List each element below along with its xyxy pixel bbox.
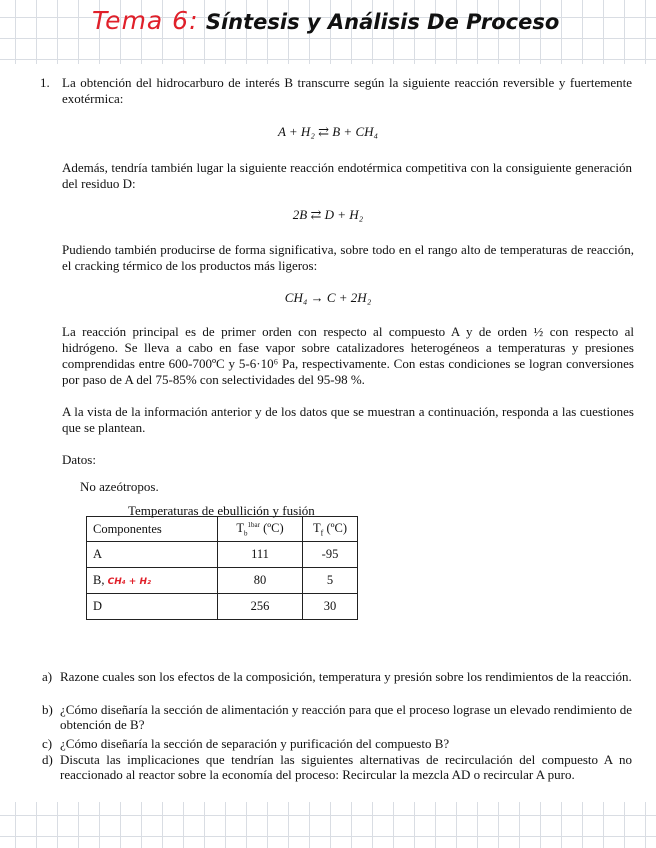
question-text: ¿Cómo diseñaría la sección de alimentación y reacción para que el proceso lograse un elevado rendimiento de obtención de B? — [60, 702, 632, 732]
cell-comp — [87, 568, 218, 594]
cell-comp: D — [87, 594, 218, 620]
cell-comp-text: B, — [93, 573, 105, 587]
cracking-paragraph: Pudiendo también producirse de forma significativa, sobre todo en el rango alto de temperaturas de reacción, el cracking térmico de los productos más ligeros: — [62, 242, 634, 273]
handwritten-title — [92, 6, 559, 46]
cell-tf: 30 — [303, 594, 358, 620]
col-tb: $T_b^{1bar}$ (ºC) — [218, 517, 303, 542]
azeotrope-note: No azeótropos. — [80, 479, 159, 494]
datos-label: Datos: — [62, 452, 96, 467]
table-row — [87, 594, 358, 620]
question-text: ¿Cómo diseñaría la sección de separación y purificación del compuesto B? — [60, 736, 450, 751]
question-c — [42, 736, 632, 751]
table-caption: Temperaturas de ebullición y fusión — [128, 503, 315, 518]
equation-side: 2B ⇄ D + H₂ — [292, 207, 364, 222]
equation-cracking: CH₄ → C + 2H₂ — [284, 290, 372, 305]
kinetics-paragraph: La reacción principal es de primer orden con respecto al compuesto A y de orden ½ con respecto al hidrógeno. Se lleva a cabo en fase vapor sobre catalizadores heterogéneos a temperaturas y presiones comprendidas entre 600-700ºC y 5-6·10⁶ Pa, respectivamente. Con estas condiciones se logran conversiones por paso de A del 75-85% con selectividades del 95-98 %. — [62, 324, 634, 387]
question-label: b) — [42, 702, 53, 717]
col-componentes: Componentes — [87, 517, 218, 542]
intro-paragraph: La obtención del hidrocarburo de interés B transcurre según la siguiente reacción reversible y fuertemente exotérmica: — [62, 75, 632, 106]
question-text: Discuta las implicaciones que tendrían las siguientes alternativas de recirculación del compuesto A no reaccionado al reactor sobre la economía del proceso: Recircular la mezcla AD o recircular A puro. — [60, 752, 632, 782]
col-tf: $T_f$ (ºC) — [303, 517, 358, 542]
table-header-row — [87, 517, 358, 542]
question-text: Razone cuales son los efectos de la composición, temperatura y presión sobre los rendimientos de la reacción. — [60, 669, 632, 684]
question-label: d) — [42, 752, 53, 767]
cell-comp: A — [87, 542, 218, 568]
table-row — [87, 542, 358, 568]
question-b — [42, 702, 632, 732]
instruction-paragraph: A la vista de la información anterior y de los datos que se muestran a continuación, responda a las cuestiones que se plantean. — [62, 404, 634, 435]
handwritten-annotation: CH₄ + H₂ — [107, 577, 151, 587]
question-d — [42, 752, 632, 782]
question-a — [42, 669, 632, 684]
problem-number: 1. — [40, 75, 50, 90]
question-label: c) — [42, 736, 53, 751]
cell-tb: 256 — [218, 594, 303, 620]
cell-tf: 5 — [303, 568, 358, 594]
title-text: Síntesis y Análisis De Proceso — [205, 10, 560, 34]
side-reaction-paragraph: Además, tendría también lugar la siguiente reacción endotérmica competitiva con la consiguiente generación del residuo D: — [62, 160, 632, 191]
cell-tf: -95 — [303, 542, 358, 568]
cell-tb: 80 — [218, 568, 303, 594]
table-row — [87, 568, 358, 594]
cell-tb: 111 — [218, 542, 303, 568]
question-label: a) — [42, 669, 53, 684]
temperatures-table — [86, 516, 358, 620]
equation-main: A + H₂ ⇄ B + CH₄ — [277, 124, 379, 139]
tema-label: Tema 6: — [92, 6, 199, 35]
